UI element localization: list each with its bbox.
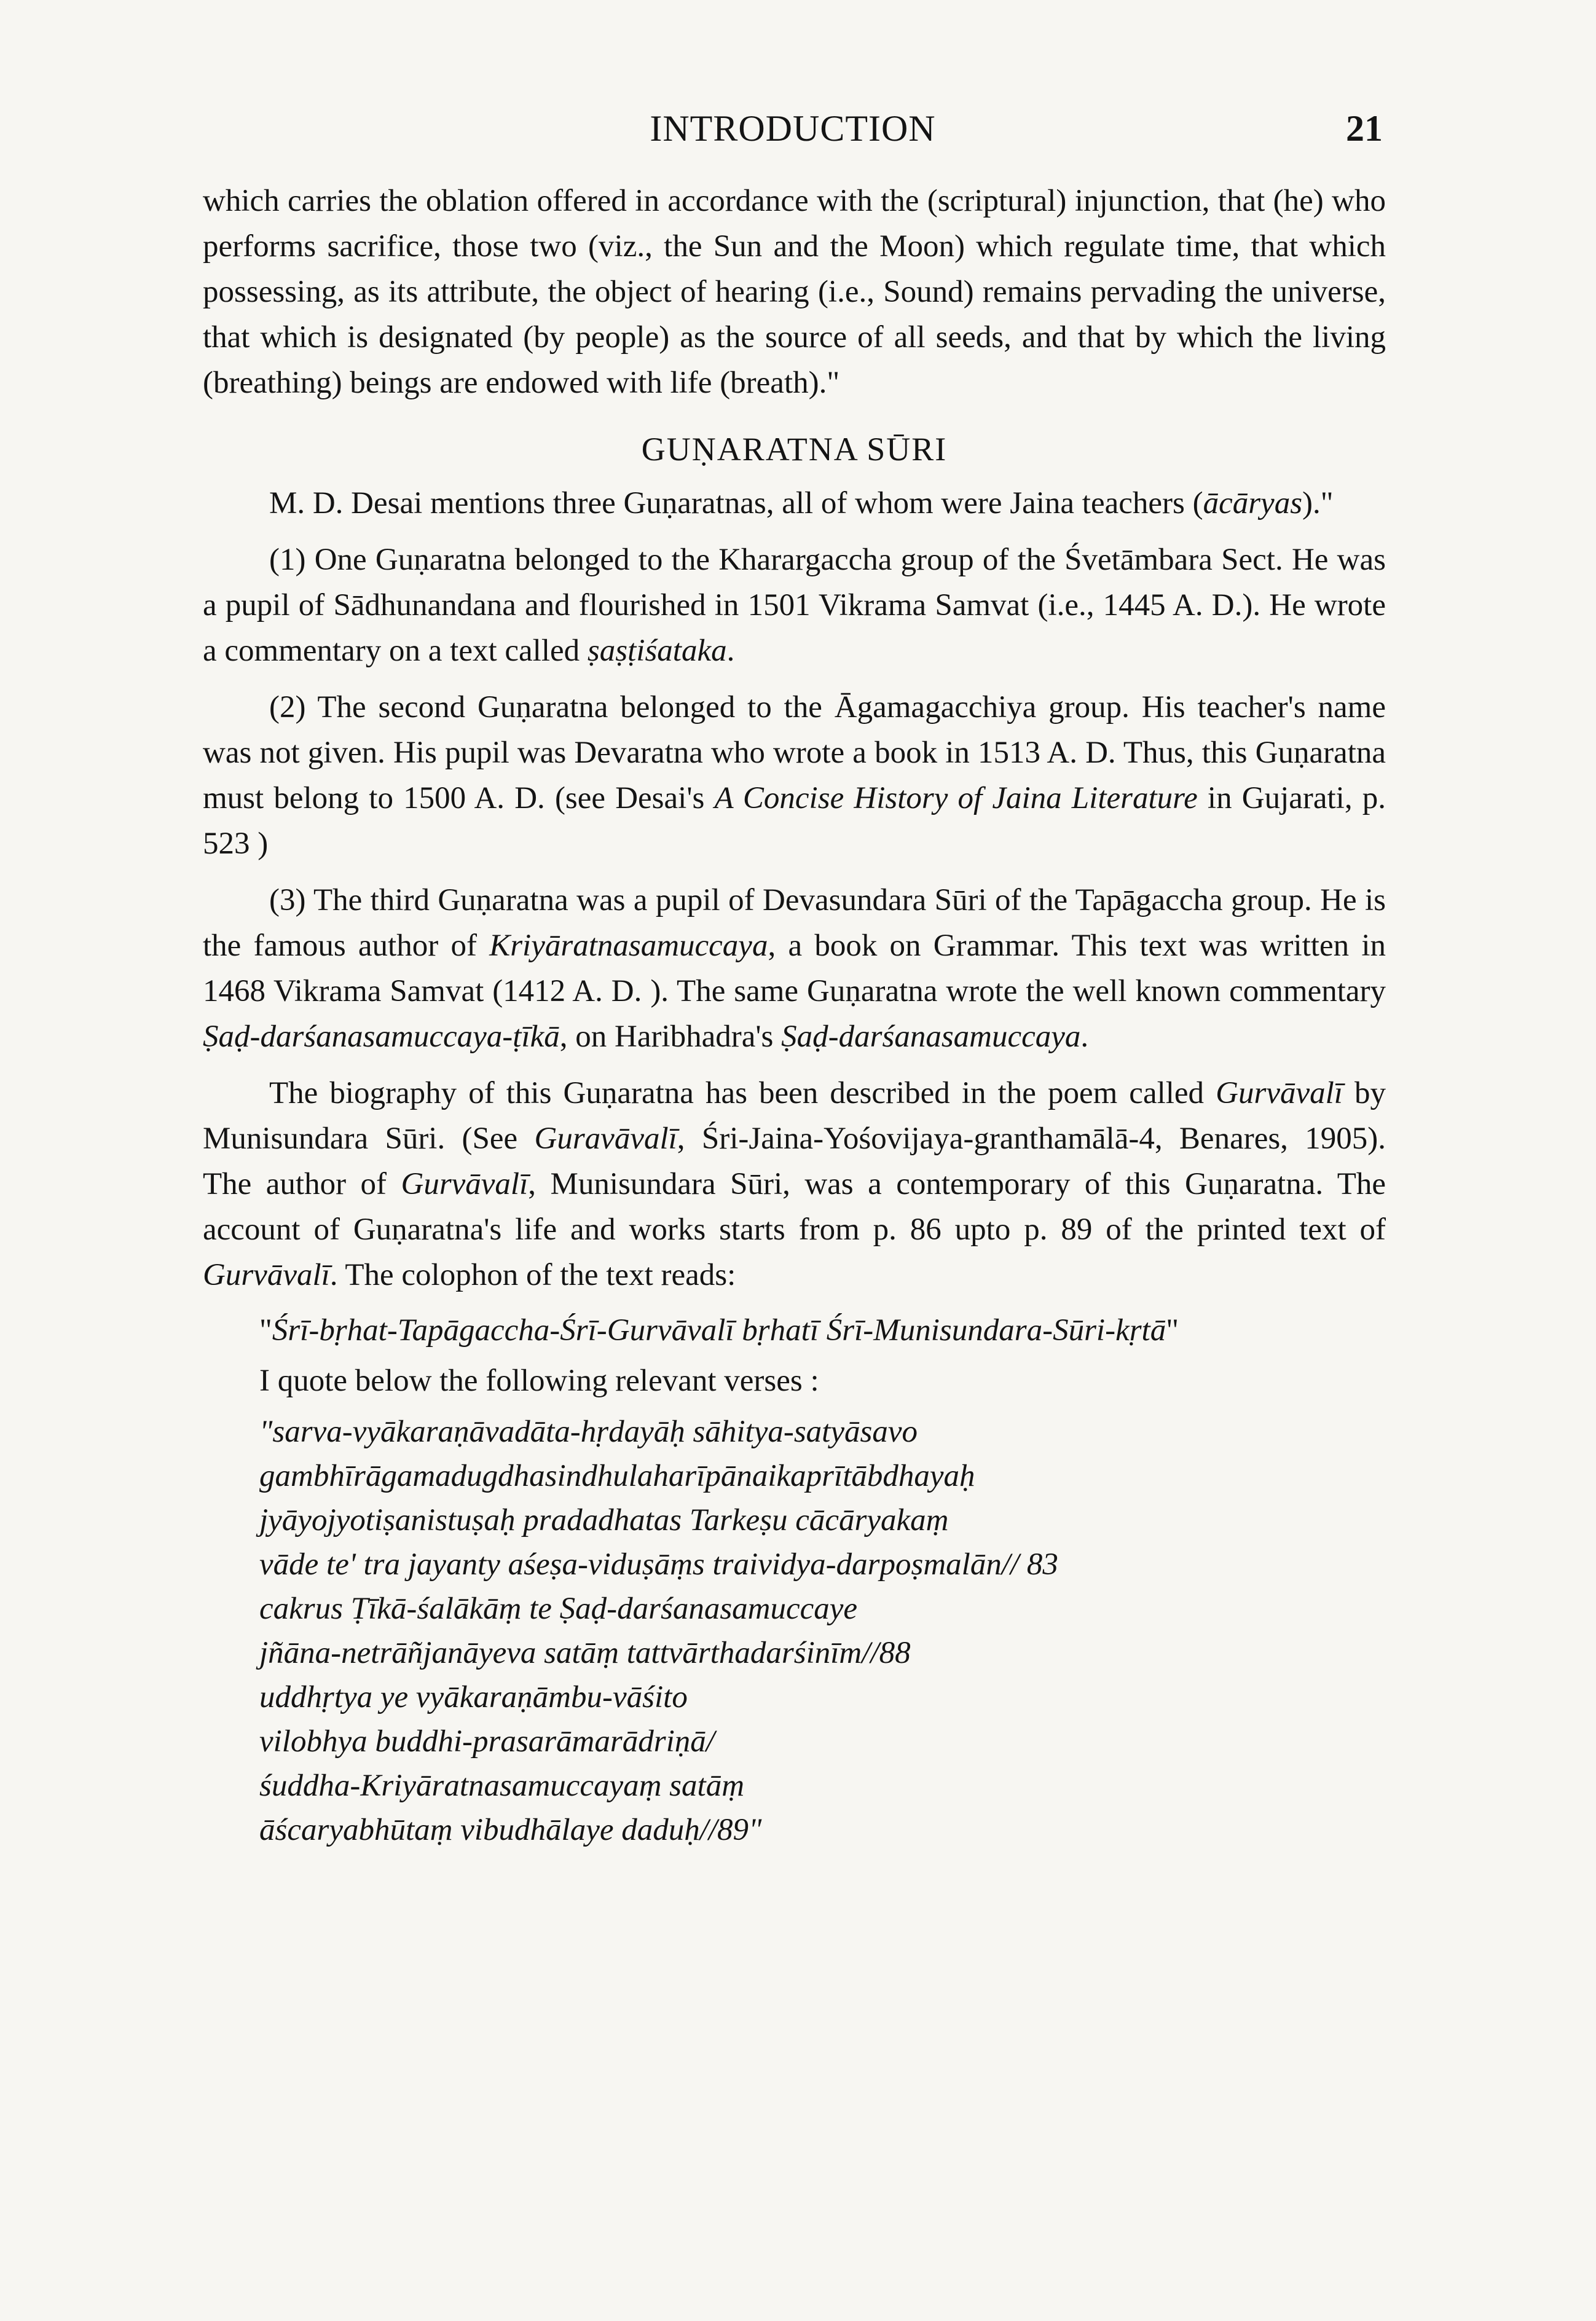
verse-line: jñāna-netrāñjanāyeva satāṃ tattvārthadarśinīm//88: [259, 1636, 911, 1670]
section-heading: GUṆARATNA SŪRI: [641, 431, 948, 468]
paragraph-desai: [203, 481, 1386, 526]
text-run: , a book on Grammar. This text was written in 1468 Vikrama Samvat (1412 A. D. ). The same Guṇaratna wrote the well known commentary: [203, 929, 1386, 1008]
verse-line: śuddha-Kriyāratnasamuccayaṃ satāṃ: [259, 1769, 745, 1803]
text-run: by Munisundara Sūri. (See: [203, 1076, 1386, 1156]
text-run: .: [726, 634, 735, 668]
text-run: The biography of this Guṇaratna has been described in the poem called: [269, 1076, 1216, 1110]
text-run: (2) The second Guṇaratna belonged to the Āgamagacchiya group. His teacher's name was not given. His pupil was Devaratna who wrote a book in 1513 A. D. Thus, this Guṇaratna must belong to 1500 A. D. (see Desai's: [203, 690, 1386, 815]
sanskrit-verses: [203, 1410, 1386, 1852]
text-run: in Gujarati, p. 523 ): [203, 781, 1386, 861]
paragraph-first-gunaratna: [203, 537, 1386, 674]
text-run: , on Haribhadra's: [559, 1019, 782, 1054]
verse-line: "sarva-vyākaraṇāvadāta-hṛdayāḥ sāhitya-satyāsavo: [259, 1415, 918, 1449]
verse-line: vāde te' tra jayanty aśeṣa-viduṣāṃs traividya-darpoṣmalān// 83: [259, 1547, 1058, 1582]
page-header: [203, 101, 1383, 163]
paragraph-third-gunaratna: [203, 878, 1386, 1059]
text-run: . The colophon of the text reads:: [329, 1258, 736, 1292]
quote-mark: ": [259, 1313, 272, 1348]
text-run: ).": [1302, 486, 1334, 520]
colophon-text: Śrī-bṛhat-Tapāgaccha-Śrī-Gurvāvalī bṛhatī Śrī-Munisundara-Sūri-kṛtā: [272, 1313, 1166, 1348]
paragraph-second-gunaratna: [203, 685, 1386, 866]
verse-line: āścaryabhūtaṃ vibudhālaye daduḥ//89": [259, 1813, 762, 1847]
text-run: , Munisundara Sūri, was a contemporary of this Guṇaratna. The account of Guṇaratna's life and works starts from p. 86 upto p. 89 of the printed text of: [203, 1167, 1386, 1247]
verse-line: uddhṛtya ye vyākaraṇāmbu-vāśito: [259, 1680, 688, 1714]
paragraph-continuation: which carries the oblation offered in accordance with the (scriptural) injunction, that (he) who performs sacrifice, those two (viz., the Sun and the Moon) which regulate time, that which possessing, as its attribute, the object of hearing (i.e., Sound) remains pervading the universe, that which is designated (by people) as the source of all seeds, and that by which the living (breathing) beings are endowed with life (breath).": [203, 184, 1386, 400]
verse-line: gambhīrāgamadugdhasindhulaharīpānaikaprītābdhayaḥ: [259, 1459, 975, 1493]
text-run: , Śri-Jaina-Yośovijaya-granthamālā-4, Benares, 1905). The author of: [203, 1121, 1386, 1201]
verse-line: vilobhya buddhi-prasarāmarādriṇā/: [259, 1724, 715, 1759]
verse-line: jyāyojyotiṣanistuṣaḥ pradadhatas Tarkeṣu cācāryakaṃ: [259, 1503, 949, 1538]
italic-title: Kriyāratnasamuccaya: [489, 929, 768, 963]
colophon-quote: [203, 1308, 1386, 1353]
running-title: INTRODUCTION: [650, 108, 936, 149]
paragraph-biography: [203, 1070, 1386, 1298]
italic-title: Gurvāvalī: [1216, 1076, 1343, 1110]
italic-title: A Concise History of Jaina Literature: [714, 781, 1198, 815]
italic-title: Ṣaḍ-darśanasamuccaya-ṭīkā: [203, 1019, 560, 1054]
text-run: .: [1080, 1019, 1089, 1054]
italic-title: Ṣaḍ-darśanasamuccaya: [781, 1019, 1081, 1054]
quote-mark: ": [1166, 1313, 1179, 1348]
italic-title: Guravāvalī: [534, 1121, 677, 1156]
text-run: M. D. Desai mentions three Guṇaratnas, all of whom were Jaina teachers (: [269, 486, 1203, 520]
page-body: [203, 178, 1386, 1852]
verses-intro: I quote below the following relevant verses :: [259, 1364, 819, 1398]
italic-term: ṣaṣṭiśataka: [587, 634, 727, 668]
italic-term: ācāryas: [1203, 486, 1303, 520]
page-number: 21: [1346, 108, 1383, 149]
text-run: (3) The third Guṇaratna was a pupil of Devasundara Sūri of the Tapāgaccha group. He is the famous author of: [203, 883, 1386, 963]
text-run: (1) One Guṇaratna belonged to the Kharargaccha group of the Śvetāmbara Sect. He was a pupil of Sādhunandana and flourished in 1501 Vikrama Samvat (i.e., 1445 A. D.). He wrote a commentary on a text called: [203, 543, 1386, 668]
verse-line: cakrus Ṭīkā-śalākāṃ te Ṣaḍ-darśanasamuccaye: [259, 1592, 858, 1626]
italic-title: Gurvāvalī: [401, 1167, 529, 1201]
italic-title: Gurvāvalī: [203, 1258, 330, 1292]
